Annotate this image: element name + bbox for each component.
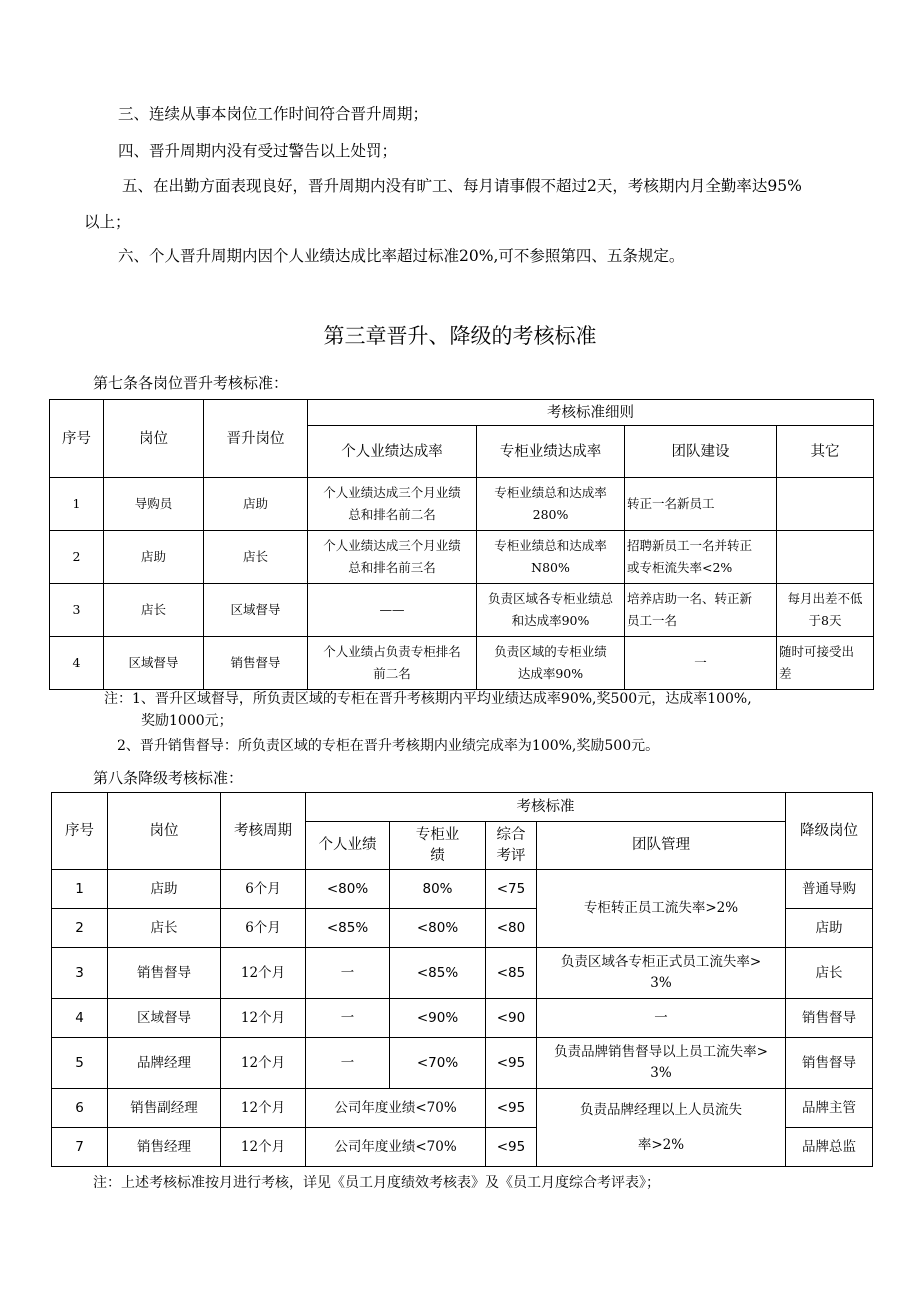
cell-personal: 一	[306, 948, 390, 999]
cell-overall: <95	[486, 1128, 537, 1167]
header-overall: 综合 考评	[486, 822, 537, 870]
header-other: 其它	[777, 426, 874, 478]
cell-post: 销售副经理	[108, 1089, 221, 1128]
header-team: 团队管理	[537, 822, 786, 870]
cell-team: 负责品牌销售督导以上员工流失率> 3%	[537, 1038, 786, 1089]
cell-other: 随时可接受出 差	[777, 637, 874, 690]
header-no: 序号	[52, 793, 108, 870]
cell-personal: <85%	[306, 909, 390, 948]
cell-personal: <80%	[306, 870, 390, 909]
cell-team: 负责区域各专柜正式员工流失率> 3%	[537, 948, 786, 999]
cell-period: 12个月	[221, 1089, 306, 1128]
cell-overall: <90	[486, 999, 537, 1038]
cell-demote: 店助	[786, 909, 873, 948]
cell-post: 区域督导	[104, 637, 204, 690]
cell-other	[777, 531, 874, 584]
cell-demote: 销售督导	[786, 999, 873, 1038]
table-row	[52, 948, 873, 999]
cell-no: 2	[52, 909, 108, 948]
clause-3: 三、连续从事本岗位工作时间符合晋升周期；	[118, 105, 429, 123]
cell-counter: 专柜业绩总和达成率 280%	[477, 478, 625, 531]
cell-no: 7	[52, 1128, 108, 1167]
header-period: 考核周期	[221, 793, 306, 870]
cell-no: 5	[52, 1038, 108, 1089]
cell-counter: <85%	[390, 948, 486, 999]
cell-post: 店助	[104, 531, 204, 584]
cell-personal: 公司年度业绩<70%	[306, 1089, 486, 1128]
cell-target: 店长	[204, 531, 308, 584]
cell-demote: 店长	[786, 948, 873, 999]
header-criteria-group: 考核标准细则	[308, 400, 874, 426]
cell-no: 3	[52, 948, 108, 999]
cell-team: 招聘新员工一名并转正 或专柜流失率<2%	[625, 531, 777, 584]
table-row	[50, 584, 874, 637]
cell-overall: <85	[486, 948, 537, 999]
cell-counter: 80%	[390, 870, 486, 909]
cell-personal: 一	[306, 1038, 390, 1089]
cell-demote: 品牌总监	[786, 1128, 873, 1167]
cell-period: 6个月	[221, 909, 306, 948]
cell-personal: 公司年度业绩<70%	[306, 1128, 486, 1167]
header-personal: 个人业绩	[306, 822, 390, 870]
table-row	[52, 999, 873, 1038]
cell-demote: 普通导购	[786, 870, 873, 909]
cell-no: 6	[52, 1089, 108, 1128]
cell-team: 转正一名新员工	[625, 478, 777, 531]
cell-period: 12个月	[221, 948, 306, 999]
cell-post: 店助	[108, 870, 221, 909]
cell-period: 12个月	[221, 999, 306, 1038]
cell-personal: 个人业绩达成三个月业绩 总和排名前三名	[308, 531, 477, 584]
cell-post: 销售督导	[108, 948, 221, 999]
cell-team: 培养店助一名、转正新 员工一名	[625, 584, 777, 637]
cell-other	[777, 478, 874, 531]
cell-team: 负责品牌经理以上人员流失 率>2%	[537, 1089, 786, 1167]
header-counter: 专柜业绩达成率	[477, 426, 625, 478]
cell-post: 店长	[108, 909, 221, 948]
cell-post: 店长	[104, 584, 204, 637]
cell-overall: <80	[486, 909, 537, 948]
cell-counter: 负责区域各专柜业绩总 和达成率90%	[477, 584, 625, 637]
cell-period: 6个月	[221, 870, 306, 909]
promotion-note-1: 注：1、晋升区域督导，所负责区域的专柜在晋升考核期内平均业绩达成率90%,奖500元，达成率100%,	[104, 691, 752, 707]
cell-no: 1	[52, 870, 108, 909]
header-demote: 降级岗位	[786, 793, 873, 870]
cell-demote: 销售督导	[786, 1038, 873, 1089]
table-row	[50, 531, 874, 584]
cell-personal: 个人业绩达成三个月业绩 总和排名前二名	[308, 478, 477, 531]
header-post: 岗位	[104, 400, 204, 478]
cell-personal: ——	[308, 584, 477, 637]
clause-5: 五、在出勤方面表现良好，晋升周期内没有旷工、每月请事假不超过2天，考核期内月全勤率达95%	[122, 177, 802, 195]
cell-other: 每月出差不低 于8天	[777, 584, 874, 637]
clause-4: 四、晋升周期内没有受过警告以上处罚；	[118, 142, 398, 160]
cell-counter: <70%	[390, 1038, 486, 1089]
header-no: 序号	[50, 400, 104, 478]
table-row	[50, 637, 874, 690]
cell-overall: <95	[486, 1089, 537, 1128]
demotion-table	[51, 792, 873, 1167]
clause-6: 六、个人晋升周期内因个人业绩达成比率超过标准20%,可不参照第四、五条规定。	[118, 247, 685, 265]
cell-demote: 品牌主管	[786, 1089, 873, 1128]
cell-target: 销售督导	[204, 637, 308, 690]
cell-post: 导购员	[104, 478, 204, 531]
table-row	[52, 1038, 873, 1089]
demotion-note: 注：上述考核标准按月进行考核，详见《员工月度绩效考核表》及《员工月度综合考评表》；	[93, 1175, 660, 1191]
cell-counter: 专柜业绩总和达成率 N80%	[477, 531, 625, 584]
header-personal: 个人业绩达成率	[308, 426, 477, 478]
cell-post: 销售经理	[108, 1128, 221, 1167]
table-row	[52, 870, 873, 909]
cell-no: 3	[50, 584, 104, 637]
header-counter: 专柜业 绩	[390, 822, 486, 870]
header-target: 晋升岗位	[204, 400, 308, 478]
cell-no: 4	[52, 999, 108, 1038]
promotion-note-2: 2、晋升销售督导：所负责区域的专柜在晋升考核期内业绩完成率为100%,奖励500元。	[117, 738, 660, 754]
cell-counter: 负责区域的专柜业绩 达成率90%	[477, 637, 625, 690]
promotion-caption: 第七条各岗位晋升考核标准：	[93, 374, 289, 392]
cell-overall: <95	[486, 1038, 537, 1089]
cell-no: 1	[50, 478, 104, 531]
clause-5-cont: 以上；	[84, 213, 131, 231]
cell-target: 区域督导	[204, 584, 308, 637]
cell-post: 品牌经理	[108, 1038, 221, 1089]
header-post: 岗位	[108, 793, 221, 870]
cell-personal: 个人业绩占负责专柜排名 前二名	[308, 637, 477, 690]
cell-no: 2	[50, 531, 104, 584]
header-criteria-group: 考核标准	[306, 793, 786, 822]
demotion-caption: 第八条降级考核标准：	[93, 769, 244, 787]
cell-team: 专柜转正员工流失率>2%	[537, 870, 786, 948]
cell-period: 12个月	[221, 1128, 306, 1167]
header-team: 团队建设	[625, 426, 777, 478]
cell-team: 一	[625, 637, 777, 690]
cell-personal: 一	[306, 999, 390, 1038]
cell-period: 12个月	[221, 1038, 306, 1089]
cell-counter: <80%	[390, 909, 486, 948]
cell-team: 一	[537, 999, 786, 1038]
cell-no: 4	[50, 637, 104, 690]
table-row	[50, 478, 874, 531]
cell-post: 区域督导	[108, 999, 221, 1038]
promotion-note-1-cont: 奖励1000元；	[141, 713, 233, 729]
cell-overall: <75	[486, 870, 537, 909]
chapter-title: 第三章晋升、降级的考核标准	[323, 324, 597, 348]
promotion-table	[49, 399, 874, 690]
cell-counter: <90%	[390, 999, 486, 1038]
cell-target: 店助	[204, 478, 308, 531]
table-row	[52, 1089, 873, 1128]
